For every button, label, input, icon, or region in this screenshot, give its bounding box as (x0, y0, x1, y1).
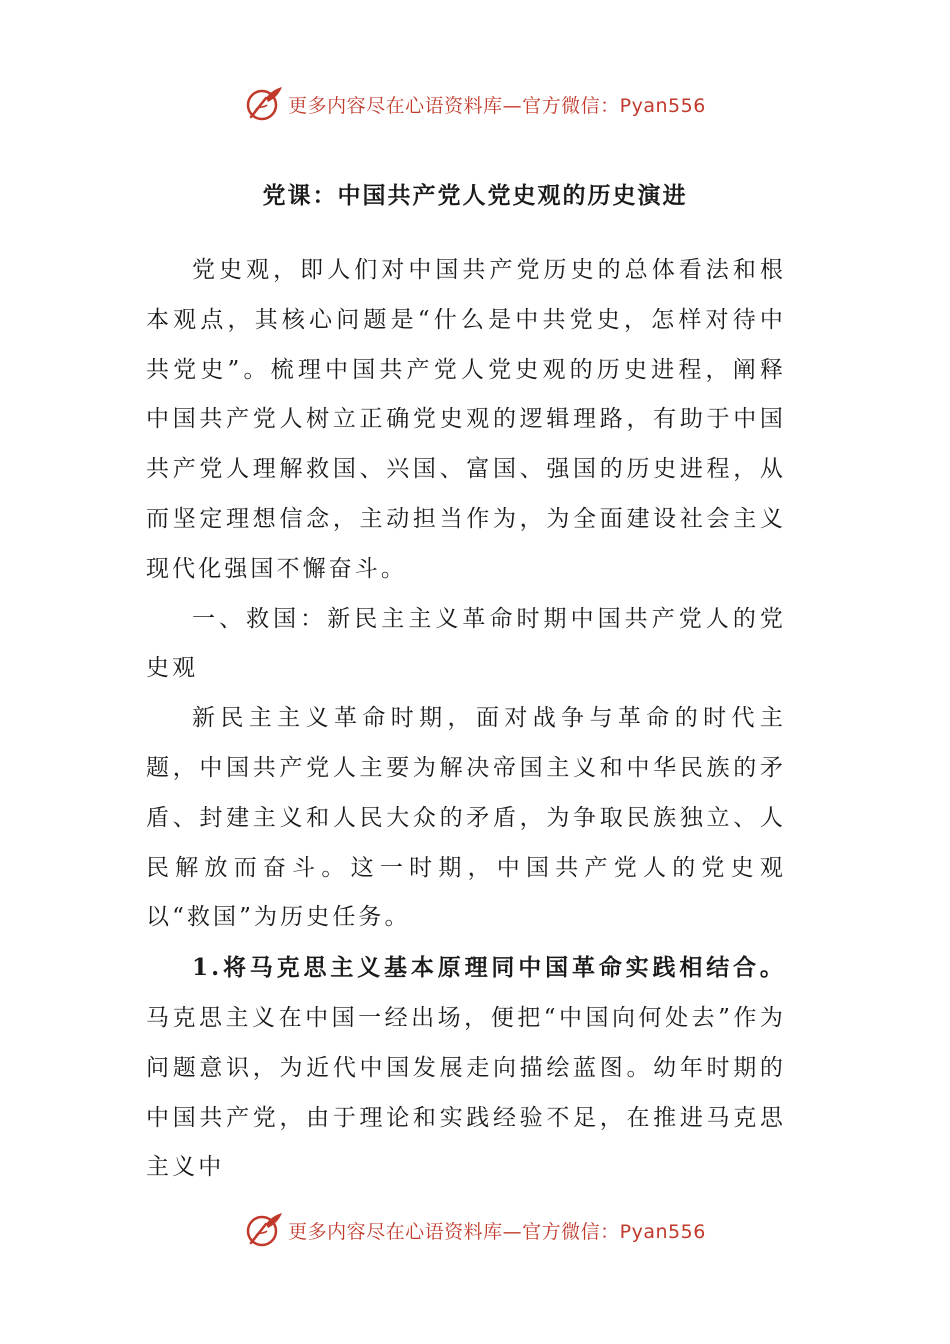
watermark-text-top: 更多内容尽在心语资料库—官方微信：Pyan556 (288, 94, 706, 117)
quill-logo-icon (244, 1210, 284, 1250)
point-1-text: 马克思主义在中国一经出场，便把“中国向何处去”作为问题意识，为近代中国发展走向描绘蓝图。幼年时期的中国共产党，由于理论和实践经验不足，在推进马克思主义中 (146, 1004, 786, 1181)
document-title: 党课：中国共产党人党史观的历史演进 (262, 182, 688, 209)
watermark-banner-bottom (0, 1210, 950, 1250)
watermark-text-bottom: 更多内容尽在心语资料库—官方微信：Pyan556 (288, 1220, 706, 1243)
watermark-banner-top (0, 84, 950, 124)
point-1-lead: 1.将马克思主义基本原理同中国革命实践相结合。 (192, 954, 786, 982)
quill-logo-icon (244, 84, 284, 124)
document-body (146, 246, 786, 1193)
section-heading-1: 一、救国：新民主主义革命时期中国共产党人的党史观 (146, 605, 786, 682)
paragraph-intro: 党史观，即人们对中国共产党历史的总体看法和根本观点，其核心问题是“什么是中共党史，怎样对待中共党史”。梳理中国共产党人党史观的历史进程，阐释中国共产党人树立正确党史观的逻辑理路，有助于中国共产党人理解救国、兴国、富国、强国的历史进程，从而坚定理想信念，主动担当作为，为全面建设社会主义现代化强国不懈奋斗。 (146, 257, 786, 582)
paragraph-section-1: 新民主主义革命时期，面对战争与革命的时代主题，中国共产党人主要为解决帝国主义和中华民族的矛盾、封建主义和人民大众的矛盾，为争取民族独立、人民解放而奋斗。这一时期，中国共产党人的党史观以“救国”为历史任务。 (146, 705, 786, 931)
paragraph-point-1 (146, 943, 786, 1193)
